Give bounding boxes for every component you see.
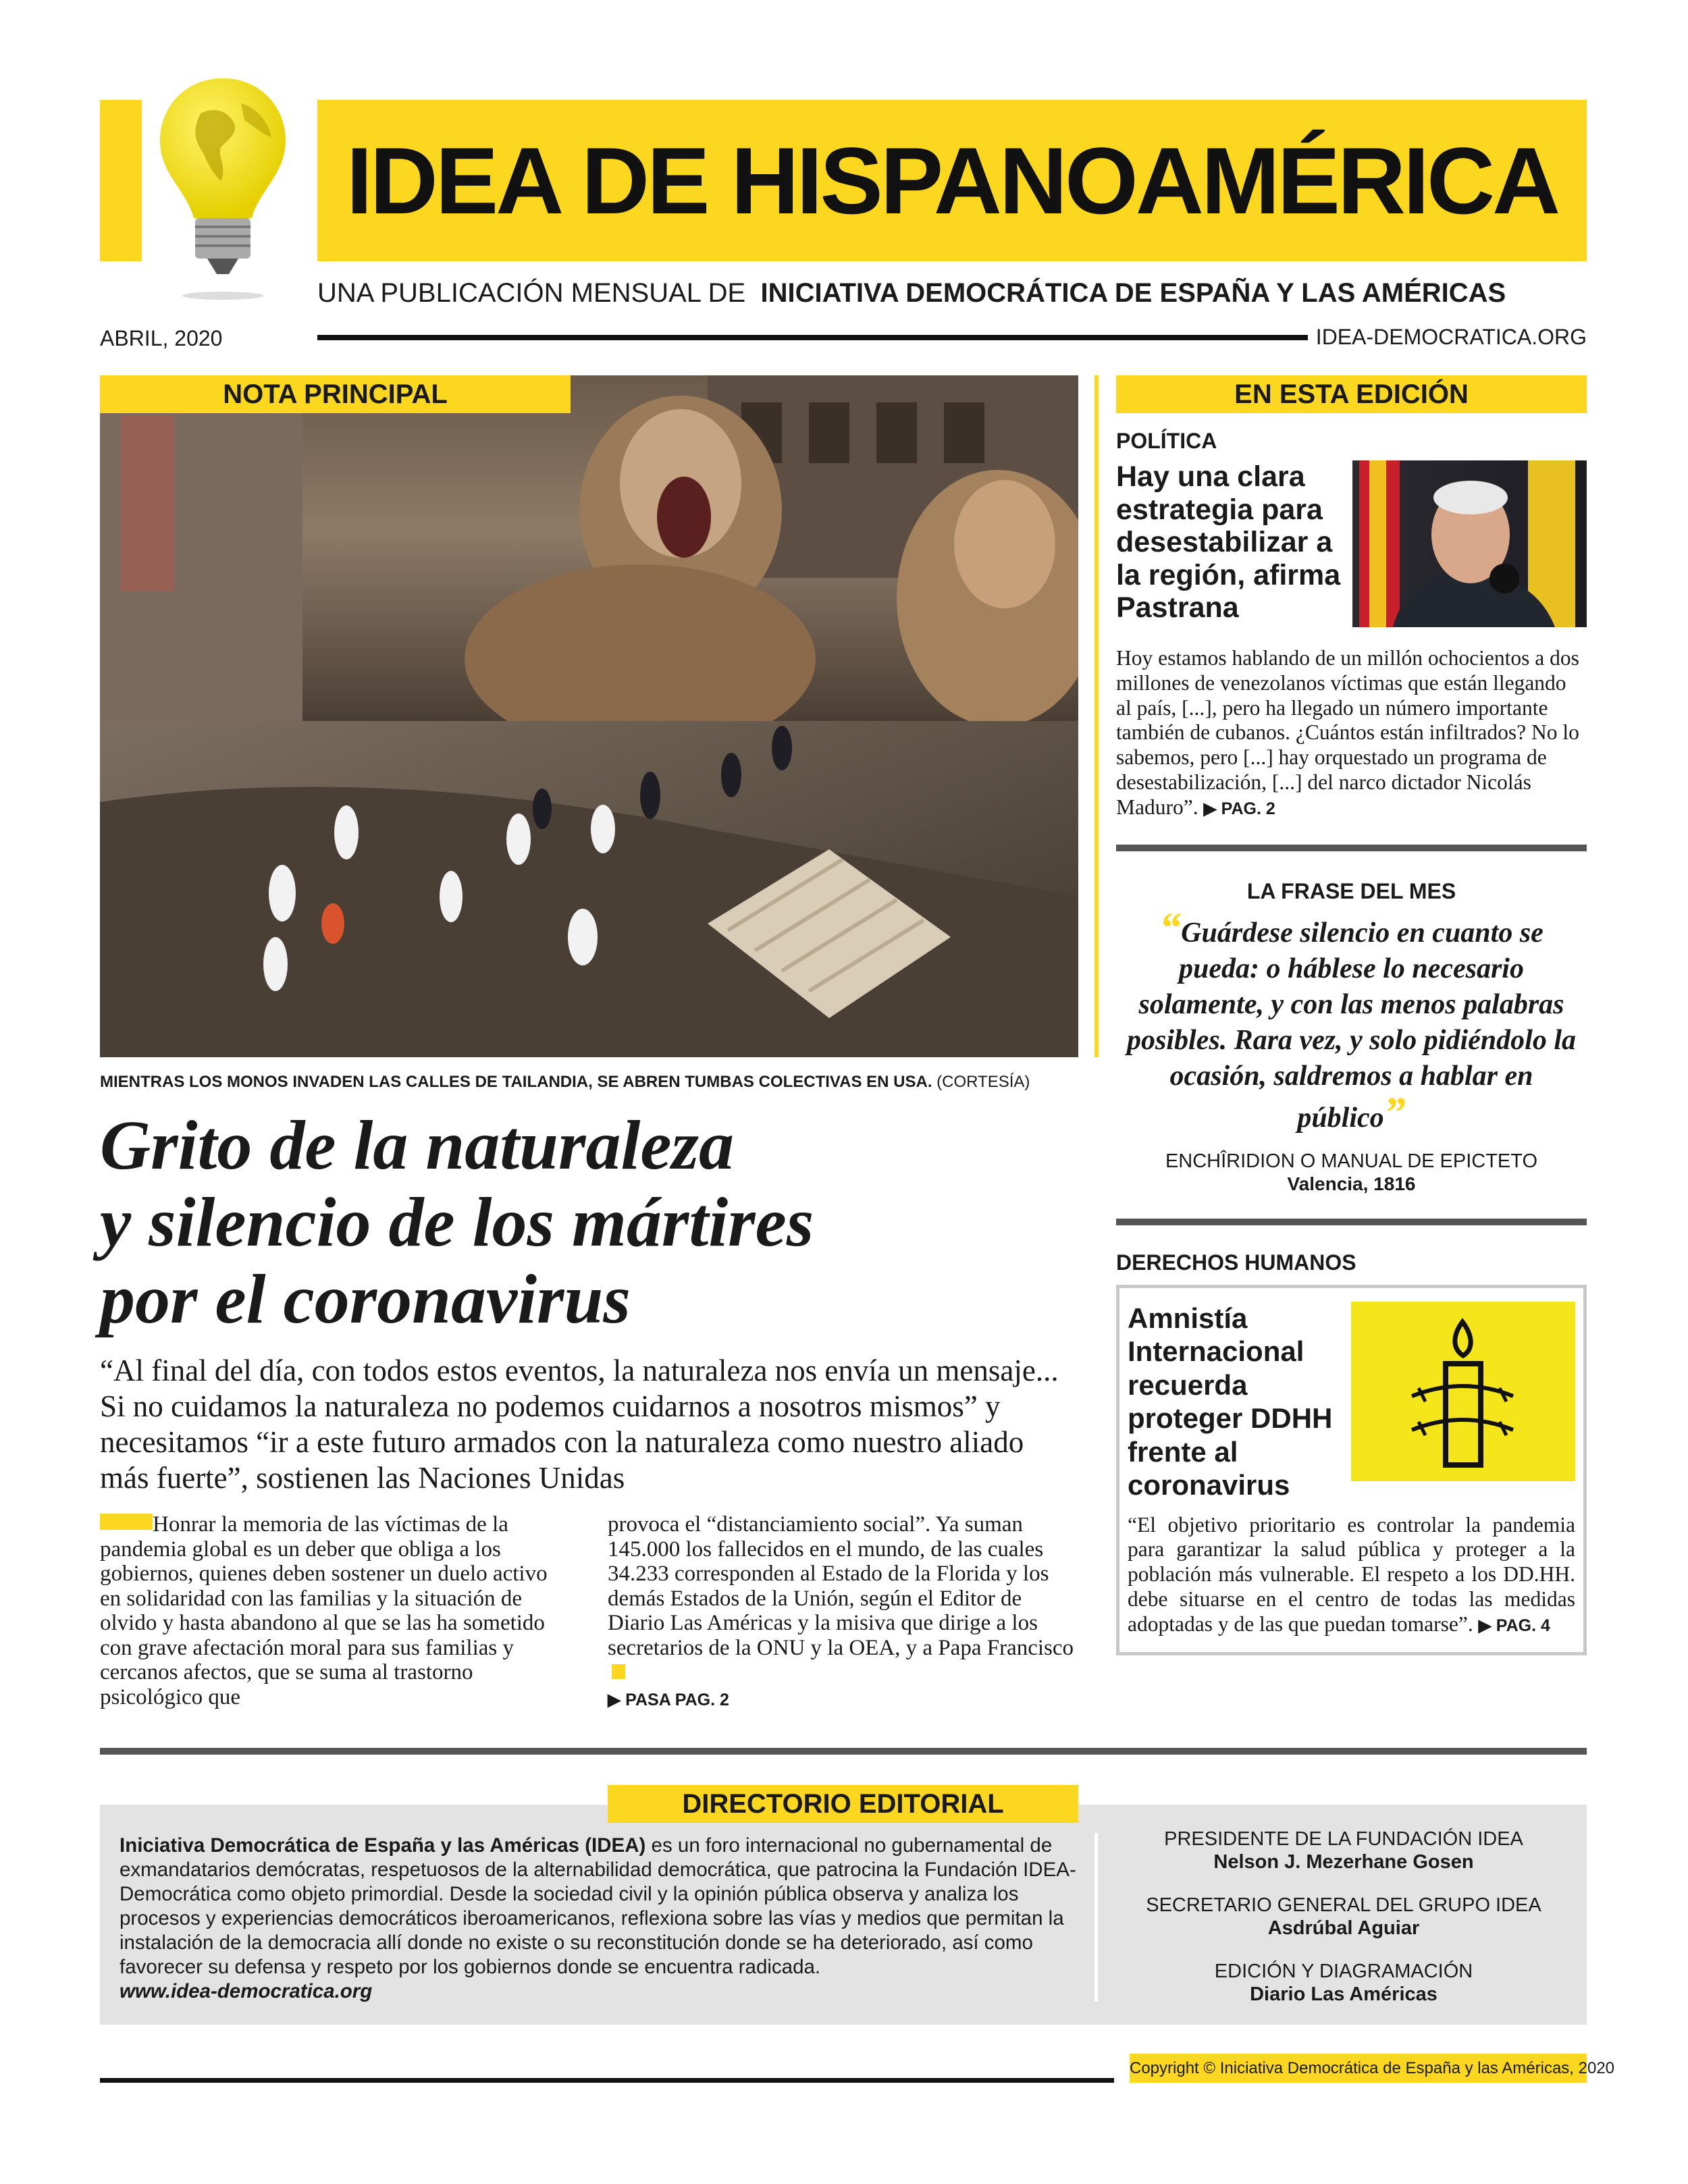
derechos-page-link[interactable]: ▶ PAG. 4	[1478, 1616, 1550, 1635]
main-body-col1	[100, 1512, 552, 1711]
issue-date: ABRIL, 2020	[100, 326, 223, 350]
directory-separator	[1094, 1833, 1098, 2002]
masthead-title: IDEA DE HISPANOAMÉRICA	[346, 127, 1558, 234]
staff-entry	[1114, 1828, 1573, 1873]
headline-line: y silencio de los mártires	[100, 1183, 814, 1261]
page-ref[interactable]: PAG. 4	[1496, 1616, 1550, 1635]
politica-body-text: Hoy estamos hablando de un millón ochocientos a dos millones de venezolanos víctimas que están llegando al país, [...], pero ha llegado un número importante también de cubanos. ¿Cuántos están infiltrados? No lo sabemos, pero [...] hay orquestado un programa de desestabilización, [...] del narco dictador Nicolás Maduro”.	[1116, 646, 1579, 819]
page-ref[interactable]: PAG. 2	[1221, 799, 1275, 818]
copyright-notice: Copyright © Iniciativa Democrática de España y las Américas, 2020	[1130, 2054, 1587, 2083]
directory-url-link[interactable]: www.idea-democratica.org	[120, 1980, 373, 2002]
footer-rule	[100, 2078, 1114, 2083]
politica-row	[1116, 460, 1587, 627]
directory-top-rule	[100, 1748, 1587, 1755]
pastrana-photo	[1352, 460, 1587, 627]
divider	[1116, 1219, 1587, 1225]
politica-page-link[interactable]: ▶ PAG. 2	[1203, 799, 1275, 818]
masthead-title-box	[317, 100, 1587, 261]
kicker-frase-del-mes: LA FRASE DEL MES	[1246, 878, 1456, 903]
section-label-en-esta-edicion: EN ESTA EDICIÓN	[1116, 375, 1587, 413]
staff-name: Diario Las Américas	[1250, 1983, 1438, 2005]
subtitle-org: INICIATIVA DEMOCRÁTICA DE ESPAÑA Y LAS AMÉRICAS	[760, 278, 1506, 308]
masthead-left-bar	[100, 100, 142, 261]
kicker-derechos-humanos: DERECHOS HUMANOS	[1116, 1250, 1356, 1275]
staff-entry	[1114, 1894, 1573, 1940]
derechos-box	[1116, 1285, 1587, 1655]
lead-marker	[100, 1514, 153, 1530]
main-body-columns	[100, 1512, 1078, 1711]
org-name: Iniciativa Democrática de España y las Américas (IDEA)	[120, 1834, 646, 1857]
staff-entry	[1114, 1960, 1573, 2006]
masthead-rule	[317, 335, 1308, 340]
open-quote-icon: “	[1159, 903, 1182, 951]
continue-link[interactable]: ▶ PASA PAG. 2	[608, 1690, 729, 1709]
mass-grave-photo	[100, 721, 1078, 1057]
headline-line: Grito de la naturaleza	[100, 1107, 734, 1184]
sidebar	[1116, 375, 1587, 1655]
derechos-body-text: “El objetivo prioritario es controlar la pandemia para garantizar la salud pública y proteger a la población más vulnerable. El respeto a los DD.HH. debe situarse en el centro de todas las medidas adoptadas y de las que puedan tomarse”.	[1128, 1512, 1575, 1636]
quote-source-detail: Valencia, 1816	[1287, 1173, 1416, 1194]
monkeys-photo	[100, 375, 1078, 721]
close-quote-icon: ”	[1383, 1088, 1406, 1136]
masthead-subtitle	[317, 277, 1587, 309]
politica-headline[interactable]: Hay una clara estrategia para desestabilizar a la región, afirma Pastrana	[1116, 460, 1341, 624]
org-description: es un foro internacional no gubernamental de exmandatarios demócratas, respetuosos de la alternabilidad democrática, que patrocina la Fundación IDEA-Democrática como objeto primordial. Desde la sociedad civil y la opinión pública observa y analiza los procesos y experiencias democráticos iberoamericanos, reflexiona sobre las vías y medios que permitan la instalación de la democracia allí donde no existe o su reconstitución donde se ha deteriorado, así como favorecer su defensa y respeto por los gobiernos donde se encuentra radicada.	[120, 1834, 1076, 1978]
lightbulb-globe-logo	[153, 73, 292, 302]
main-story-text	[100, 1072, 1078, 1711]
quote-source: ENCHÎRIDION O MANUAL DE EPICTETO	[1165, 1150, 1538, 1172]
main-body-col2	[608, 1512, 1078, 1711]
section-label-nota-principal: NOTA PRINCIPAL	[100, 375, 571, 413]
kicker-politica: POLÍTICA	[1116, 429, 1217, 453]
staff-role: PRESIDENTE DE LA FUNDACIÓN IDEA	[1164, 1828, 1523, 1850]
column-divider	[1094, 375, 1099, 1057]
photo-caption	[100, 1072, 1078, 1092]
quote-of-month	[1116, 903, 1587, 1136]
staff-role: EDICIÓN Y DIAGRAMACIÓN	[1214, 1961, 1473, 1982]
derechos-body	[1128, 1513, 1575, 1639]
staff-list	[1114, 1828, 1573, 2006]
amnesty-candle-logo	[1351, 1302, 1575, 1481]
derechos-headline[interactable]: Amnistía Internacional recuerda proteger DDHH frente al coronavirus	[1128, 1302, 1333, 1501]
divider	[1116, 845, 1587, 851]
derechos-row	[1128, 1302, 1575, 1502]
staff-name: Nelson J. Mezerhane Gosen	[1213, 1851, 1474, 1873]
body-text: Honrar la memoria de las víctimas de la pandemia global es un deber que obliga a los gobiernos, quienes deben sostener un duelo activo en solidaridad con las familias y la situación de olvido y hasta abandono al que se las ha sometido con grave afectación moral para sus familias y cercanos afectos, que se suma al trastorno psicológico que	[100, 1512, 548, 1709]
caption-text: MIENTRAS LOS MONOS INVADEN LAS CALLES DE TAILANDIA, SE ABREN TUMBAS COLECTIVAS EN USA.	[100, 1073, 932, 1091]
main-lead: “Al final del día, con todos estos eventos, la naturaleza nos envía un mensaje... Si no cuidamos la naturaleza no podemos cuidarnos a nosotros mismos” y necesitamos “ir a este futuro armados con la naturaleza como nuestro aliado más fuerte”, sostienen las Naciones Unidas	[100, 1354, 1059, 1495]
caption-credit: (CORTESÍA)	[937, 1073, 1030, 1091]
section-label-directorio: DIRECTORIO EDITORIAL	[608, 1785, 1078, 1823]
quote-text: Guárdese silencio en cuanto se pueda: o háblese lo necesario solamente, y con las menos palabras posibles. Rara vez, y solo pidiéndolo la ocasión, saldremos a hablar en público	[1127, 917, 1576, 1134]
headline-line: por el coronavirus	[100, 1260, 631, 1338]
directory-description	[120, 1834, 1078, 2004]
politica-body	[1116, 646, 1587, 822]
continue-label[interactable]: PASA PAG. 2	[625, 1690, 729, 1709]
body-text: provoca el “distanciamiento social”. Ya suman 145.000 los fallecidos en el mundo, de las cuales 34.233 corresponden al Estado de la Florida y los demás Estados de la Unión, según el Editor de Diario Las Américas y la misiva que dirige a los secretarios de la ONU y la OEA, y a Papa Francisco	[608, 1512, 1074, 1660]
subtitle-prefix: UNA PUBLICACIÓN MENSUAL DE	[317, 278, 746, 308]
main-headline	[100, 1107, 1078, 1338]
staff-role: SECRETARIO GENERAL DEL GRUPO IDEA	[1146, 1894, 1541, 1916]
end-marker	[612, 1664, 625, 1679]
staff-name: Asdrúbal Aguiar	[1267, 1917, 1420, 1939]
website-link[interactable]: IDEA-DEMOCRATICA.ORG	[1315, 325, 1587, 349]
